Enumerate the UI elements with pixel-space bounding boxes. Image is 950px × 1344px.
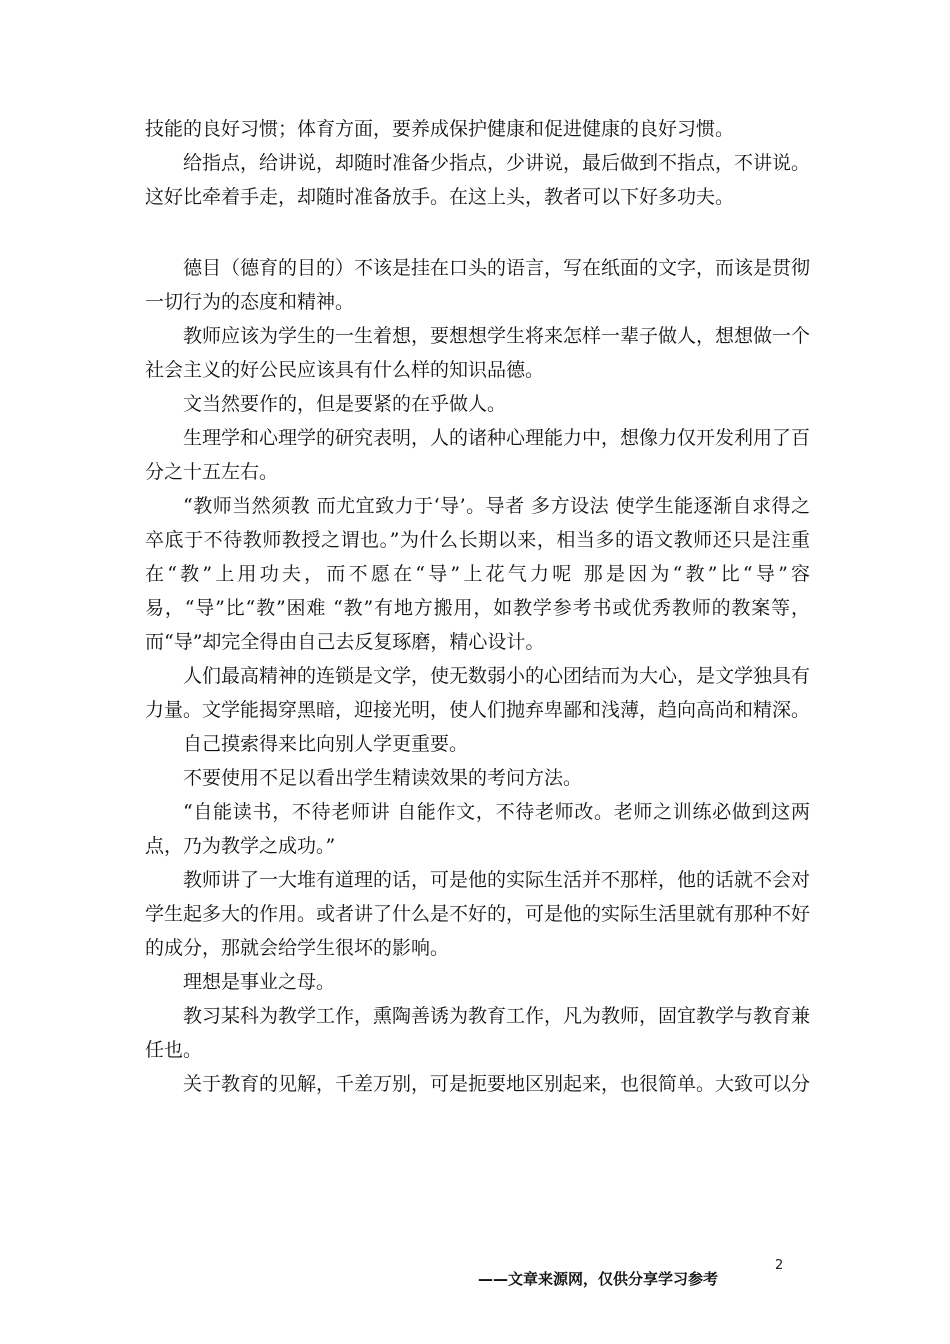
- paragraph: “教师当然须教 而尤宜致力于‘导’。导者 多方设法 使学生能逐渐自求得之 卒底于不待教师教授之谓也。”为什么长期以来，相当多的语文教师还只是注重在“教”上用功夫，而不愿在“导”上花气力呢 那是因为“教”比“导”容易，“导”比“教”困难 “教”有地方搬用，如教学参考书或优秀教师的教案等，而“导”却完全得由自己去反复琢磨，精心设计。: [145, 495, 810, 653]
- paragraph: 人们最高精神的连锁是文学，使无数弱小的心团结而为大心，是文学独具有力量。文学能揭穿黑暗，迎接光明，使人们抛弃卑鄙和浅薄，趋向高尚和精深。: [145, 665, 811, 721]
- paragraph: 关于教育的见解，千差万别，可是扼要地区别起来，也很简单。大致可以分: [183, 1073, 811, 1095]
- paragraph: 技能的良好习惯；体育方面，要养成保护健康和促进健康的良好习惯。: [145, 118, 735, 140]
- paragraph: 理想是事业之母。: [183, 971, 336, 993]
- page-number: 2: [775, 1258, 784, 1273]
- paragraph: 德目（德育的目的）不该是挂在口头的语言，写在纸面的文字，而该是贯彻一切行为的态度和精神。: [145, 257, 811, 313]
- paragraph: 自己摸索得来比向别人学更重要。: [183, 733, 469, 755]
- paragraph: 给指点，给讲说，却随时准备少指点，少讲说，最后做到不指点，不讲说。这好比牵着手走，却随时准备放手。在这上头，教者可以下好多功夫。: [145, 152, 811, 208]
- paragraph: 教师应该为学生的一生着想，要想想学生将来怎样一辈子做人，想想做一个社会主义的好公民应该具有什么样的知识品德。: [145, 325, 811, 381]
- paragraph: 生理学和心理学的研究表明，人的诸种心理能力中，想像力仅开发利用了百分之十五左右。: [145, 427, 811, 483]
- document-body: [145, 112, 810, 1101]
- paragraph: 教师讲了一大堆有道理的话，可是他的实际生活并不那样，他的话就不会对学生起多大的作用。或者讲了什么是不好的，可是他的实际生活里就有那种不好的成分，那就会给学生很坏的影响。: [145, 869, 811, 959]
- paragraph: 文当然要作的，但是要紧的在乎做人。: [183, 393, 507, 415]
- paragraph: “自能读书，不待老师讲 自能作文，不待老师改。老师之训练必做到这两点，乃为教学之成功。”: [145, 801, 810, 857]
- paragraph: 教习某科为教学工作，熏陶善诱为教育工作，凡为教师，固宜教学与教育兼任也。: [145, 1005, 811, 1061]
- footer-source-note: ——文章来源网，仅供分享学习参考: [478, 1270, 719, 1288]
- paragraph: 不要使用不足以看出学生精读效果的考问方法。: [183, 767, 583, 789]
